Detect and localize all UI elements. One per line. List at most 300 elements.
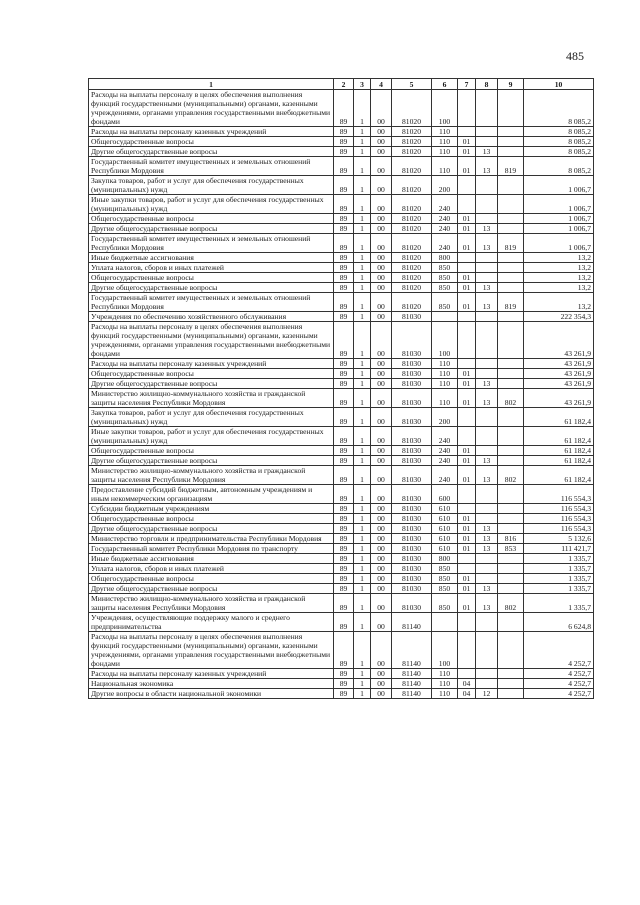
- column-8-cell: [476, 632, 498, 669]
- column-8-cell: [476, 322, 498, 359]
- budget-table-container: [88, 78, 593, 699]
- column-4-cell: 00: [371, 176, 392, 195]
- amount-cell: 8 085,2: [524, 147, 594, 157]
- column-8-cell: [476, 273, 498, 283]
- amount-cell: 4 252,7: [524, 669, 594, 679]
- column-6-cell: 110: [432, 127, 458, 137]
- amount-cell: 1 335,7: [524, 584, 594, 594]
- column-8-cell: 13: [476, 584, 498, 594]
- amount-cell: 4 252,7: [524, 689, 594, 699]
- column-9-cell: [498, 427, 524, 446]
- column-9-cell: [498, 322, 524, 359]
- column-6-cell: 240: [432, 427, 458, 446]
- row-name: Государственный комитет имущественных и земельных отношений Республики Мордовия: [89, 234, 334, 253]
- column-9-cell: [498, 524, 524, 534]
- row-name: Расходы на выплаты персоналу в целях обеспечения выполнения функций государственными (муниципальными) органами, казенными учреждениями, органами управления государственными внебюджетными фондами: [89, 322, 334, 359]
- column-5-cell: 81140: [392, 689, 432, 699]
- column-7-cell: 01: [458, 584, 476, 594]
- row-name: Уплата налогов, сборов и иных платежей: [89, 564, 334, 574]
- column-9-cell: 802: [498, 466, 524, 485]
- table-row: [89, 544, 594, 554]
- column-7-cell: 01: [458, 466, 476, 485]
- column-3-cell: 1: [354, 273, 371, 283]
- column-7-cell: 04: [458, 679, 476, 689]
- column-5-cell: 81030: [392, 514, 432, 524]
- row-name: Общегосударственные вопросы: [89, 514, 334, 524]
- table-row: [89, 534, 594, 544]
- column-3-cell: 1: [354, 594, 371, 613]
- column-8-cell: [476, 574, 498, 584]
- column-4-cell: 00: [371, 90, 392, 127]
- table-row: [89, 613, 594, 632]
- column-3-cell: 1: [354, 283, 371, 293]
- column-6-cell: 610: [432, 524, 458, 534]
- amount-cell: 1 335,7: [524, 564, 594, 574]
- column-4-cell: 00: [371, 689, 392, 699]
- column-7-cell: 01: [458, 283, 476, 293]
- column-3-cell: 1: [354, 369, 371, 379]
- column-3-cell: 1: [354, 359, 371, 369]
- column-2-cell: 89: [334, 369, 354, 379]
- column-8-cell: [476, 679, 498, 689]
- column-2-cell: 89: [334, 427, 354, 446]
- column-9-cell: 853: [498, 544, 524, 554]
- column-8-cell: 13: [476, 534, 498, 544]
- row-name: Общегосударственные вопросы: [89, 369, 334, 379]
- column-9-cell: [498, 283, 524, 293]
- column-8-cell: 13: [476, 524, 498, 534]
- row-name: Уплата налогов, сборов и иных платежей: [89, 263, 334, 273]
- column-8-cell: [476, 554, 498, 564]
- amount-cell: 13,2: [524, 253, 594, 263]
- column-7-cell: 01: [458, 594, 476, 613]
- row-name: Общегосударственные вопросы: [89, 446, 334, 456]
- column-9-cell: [498, 669, 524, 679]
- column-3-cell: 1: [354, 389, 371, 408]
- table-row: [89, 263, 594, 273]
- amount-cell: 1 006,7: [524, 214, 594, 224]
- column-6-cell: 240: [432, 456, 458, 466]
- column-6-cell: 200: [432, 408, 458, 427]
- column-9-cell: [498, 613, 524, 632]
- table-row: [89, 456, 594, 466]
- table-row: [89, 564, 594, 574]
- column-7-cell: [458, 90, 476, 127]
- column-8-cell: [476, 137, 498, 147]
- amount-cell: 116 554,3: [524, 524, 594, 534]
- column-header: 8: [476, 79, 498, 90]
- column-3-cell: 1: [354, 234, 371, 253]
- amount-cell: 8 085,2: [524, 137, 594, 147]
- column-2-cell: 89: [334, 564, 354, 574]
- column-7-cell: 01: [458, 293, 476, 312]
- column-header: 5: [392, 79, 432, 90]
- column-9-cell: 819: [498, 157, 524, 176]
- column-5-cell: 81020: [392, 224, 432, 234]
- column-9-cell: [498, 574, 524, 584]
- table-row: [89, 137, 594, 147]
- amount-cell: 43 261,9: [524, 322, 594, 359]
- column-3-cell: 1: [354, 485, 371, 504]
- column-3-cell: 1: [354, 90, 371, 127]
- column-3-cell: 1: [354, 379, 371, 389]
- column-4-cell: 00: [371, 456, 392, 466]
- column-4-cell: 00: [371, 312, 392, 322]
- table-row: [89, 524, 594, 534]
- row-name: Закупка товаров, работ и услуг для обеспечения государственных (муниципальных) нужд: [89, 408, 334, 427]
- table-row: [89, 679, 594, 689]
- column-3-cell: 1: [354, 427, 371, 446]
- column-3-cell: 1: [354, 446, 371, 456]
- column-2-cell: 89: [334, 127, 354, 137]
- column-8-cell: [476, 263, 498, 273]
- column-8-cell: [476, 253, 498, 263]
- column-3-cell: 1: [354, 574, 371, 584]
- column-8-cell: [476, 514, 498, 524]
- column-2-cell: 89: [334, 90, 354, 127]
- column-2-cell: 89: [334, 689, 354, 699]
- column-9-cell: [498, 137, 524, 147]
- column-3-cell: 1: [354, 544, 371, 554]
- column-7-cell: [458, 669, 476, 679]
- row-name: Другие общегосударственные вопросы: [89, 524, 334, 534]
- column-9-cell: [498, 195, 524, 214]
- column-9-cell: [498, 584, 524, 594]
- column-5-cell: 81020: [392, 157, 432, 176]
- column-6-cell: 850: [432, 564, 458, 574]
- amount-cell: 61 182,4: [524, 427, 594, 446]
- column-4-cell: 00: [371, 224, 392, 234]
- amount-cell: 4 252,7: [524, 632, 594, 669]
- column-7-cell: [458, 322, 476, 359]
- amount-cell: 1 335,7: [524, 574, 594, 584]
- column-2-cell: 89: [334, 389, 354, 408]
- column-3-cell: 1: [354, 584, 371, 594]
- column-6-cell: 240: [432, 466, 458, 485]
- column-2-cell: 89: [334, 253, 354, 263]
- column-8-cell: 13: [476, 389, 498, 408]
- column-5-cell: 81140: [392, 632, 432, 669]
- column-9-cell: [498, 176, 524, 195]
- column-2-cell: 89: [334, 574, 354, 584]
- row-name: Другие общегосударственные вопросы: [89, 283, 334, 293]
- row-name: Общегосударственные вопросы: [89, 137, 334, 147]
- column-4-cell: 00: [371, 283, 392, 293]
- column-5-cell: 81020: [392, 234, 432, 253]
- column-4-cell: 00: [371, 234, 392, 253]
- row-name: Иные закупки товаров, работ и услуг для обеспечения государственных (муниципальных) нужд: [89, 427, 334, 446]
- column-3-cell: 1: [354, 263, 371, 273]
- row-name: Министерство жилищно-коммунального хозяйства и гражданской защиты населения Республики Мордовия: [89, 466, 334, 485]
- column-3-cell: 1: [354, 514, 371, 524]
- column-6-cell: 610: [432, 514, 458, 524]
- table-row: [89, 584, 594, 594]
- column-5-cell: 81030: [392, 574, 432, 584]
- column-8-cell: [476, 564, 498, 574]
- column-2-cell: 89: [334, 263, 354, 273]
- column-2-cell: 89: [334, 147, 354, 157]
- table-row: [89, 466, 594, 485]
- row-name: Министерство торговли и предпринимательства Республики Мордовия: [89, 534, 334, 544]
- column-7-cell: 01: [458, 446, 476, 456]
- column-header: 7: [458, 79, 476, 90]
- column-2-cell: 89: [334, 613, 354, 632]
- column-5-cell: 81030: [392, 389, 432, 408]
- column-2-cell: 89: [334, 679, 354, 689]
- row-name: Общегосударственные вопросы: [89, 574, 334, 584]
- column-2-cell: 89: [334, 544, 354, 554]
- row-name: Учреждения по обеспечению хозяйственного обслуживания: [89, 312, 334, 322]
- column-5-cell: 81020: [392, 127, 432, 137]
- column-7-cell: 01: [458, 456, 476, 466]
- column-3-cell: 1: [354, 253, 371, 263]
- column-8-cell: 13: [476, 466, 498, 485]
- column-3-cell: 1: [354, 137, 371, 147]
- table-row: [89, 322, 594, 359]
- column-3-cell: 1: [354, 534, 371, 544]
- column-2-cell: 89: [334, 273, 354, 283]
- column-7-cell: 01: [458, 379, 476, 389]
- column-9-cell: [498, 214, 524, 224]
- column-5-cell: 81020: [392, 293, 432, 312]
- column-2-cell: 89: [334, 669, 354, 679]
- row-name: Государственный комитет Республики Мордовия по транспорту: [89, 544, 334, 554]
- amount-cell: 13,2: [524, 283, 594, 293]
- row-name: Общегосударственные вопросы: [89, 273, 334, 283]
- column-2-cell: 89: [334, 446, 354, 456]
- amount-cell: 8 085,2: [524, 127, 594, 137]
- table-row: [89, 408, 594, 427]
- column-9-cell: 819: [498, 234, 524, 253]
- column-9-cell: [498, 147, 524, 157]
- column-8-cell: [476, 127, 498, 137]
- column-5-cell: 81020: [392, 176, 432, 195]
- column-7-cell: [458, 408, 476, 427]
- column-4-cell: 00: [371, 544, 392, 554]
- column-7-cell: [458, 564, 476, 574]
- column-8-cell: 13: [476, 594, 498, 613]
- row-name: Расходы на выплаты персоналу в целях обеспечения выполнения функций государственными (муниципальными) органами, казенными учреждениями, органами управления государственными внебюджетными фондами: [89, 90, 334, 127]
- column-4-cell: 00: [371, 263, 392, 273]
- column-5-cell: 81020: [392, 283, 432, 293]
- row-name: Другие вопросы в области национальной экономики: [89, 689, 334, 699]
- column-5-cell: 81030: [392, 534, 432, 544]
- column-3-cell: 1: [354, 689, 371, 699]
- column-8-cell: [476, 369, 498, 379]
- column-8-cell: [476, 427, 498, 446]
- table-row: [89, 273, 594, 283]
- table-row: [89, 90, 594, 127]
- column-8-cell: [476, 446, 498, 456]
- row-name: Расходы на выплаты персоналу казенных учреждений: [89, 669, 334, 679]
- column-4-cell: 00: [371, 504, 392, 514]
- column-6-cell: 110: [432, 157, 458, 176]
- table-row: [89, 195, 594, 214]
- column-4-cell: 00: [371, 466, 392, 485]
- column-5-cell: 81140: [392, 613, 432, 632]
- column-3-cell: 1: [354, 613, 371, 632]
- column-2-cell: 89: [334, 524, 354, 534]
- column-2-cell: 89: [334, 534, 354, 544]
- column-9-cell: [498, 127, 524, 137]
- row-name: Предоставление субсидий бюджетным, автономным учреждениям и иным некоммерческим организациям: [89, 485, 334, 504]
- column-3-cell: 1: [354, 147, 371, 157]
- column-9-cell: [498, 90, 524, 127]
- column-2-cell: 89: [334, 214, 354, 224]
- table-row: [89, 504, 594, 514]
- column-6-cell: 240: [432, 195, 458, 214]
- page-number: 485: [566, 49, 584, 63]
- column-2-cell: 89: [334, 379, 354, 389]
- table-row: [89, 485, 594, 504]
- amount-cell: 13,2: [524, 273, 594, 283]
- row-name: Иные бюджетные ассигнования: [89, 253, 334, 263]
- column-5-cell: 81030: [392, 564, 432, 574]
- column-2-cell: 89: [334, 632, 354, 669]
- column-3-cell: 1: [354, 669, 371, 679]
- amount-cell: 8 085,2: [524, 157, 594, 176]
- table-row: [89, 669, 594, 679]
- column-5-cell: 81030: [392, 312, 432, 322]
- column-6-cell: 110: [432, 359, 458, 369]
- table-row: [89, 574, 594, 584]
- column-6-cell: 110: [432, 679, 458, 689]
- column-8-cell: 13: [476, 234, 498, 253]
- column-4-cell: 00: [371, 214, 392, 224]
- column-8-cell: 13: [476, 379, 498, 389]
- table-header-row: [89, 79, 594, 90]
- column-6-cell: 800: [432, 554, 458, 564]
- row-name: Общегосударственные вопросы: [89, 214, 334, 224]
- column-7-cell: [458, 359, 476, 369]
- column-6-cell: 100: [432, 632, 458, 669]
- column-5-cell: 81030: [392, 456, 432, 466]
- column-8-cell: [476, 485, 498, 504]
- column-2-cell: 89: [334, 176, 354, 195]
- column-9-cell: [498, 312, 524, 322]
- table-row: [89, 234, 594, 253]
- column-7-cell: [458, 427, 476, 446]
- amount-cell: 1 335,7: [524, 594, 594, 613]
- column-3-cell: 1: [354, 322, 371, 359]
- column-7-cell: [458, 263, 476, 273]
- column-4-cell: 00: [371, 137, 392, 147]
- amount-cell: 13,2: [524, 293, 594, 312]
- amount-cell: 43 261,9: [524, 379, 594, 389]
- column-6-cell: 100: [432, 322, 458, 359]
- column-9-cell: [498, 273, 524, 283]
- column-6-cell: 850: [432, 283, 458, 293]
- amount-cell: 1 006,7: [524, 176, 594, 195]
- column-2-cell: 89: [334, 312, 354, 322]
- row-name: Другие общегосударственные вопросы: [89, 224, 334, 234]
- column-6-cell: 110: [432, 137, 458, 147]
- table-row: [89, 293, 594, 312]
- amount-cell: 222 354,3: [524, 312, 594, 322]
- column-3-cell: 1: [354, 504, 371, 514]
- column-7-cell: [458, 312, 476, 322]
- column-5-cell: 81020: [392, 137, 432, 147]
- column-8-cell: 13: [476, 157, 498, 176]
- amount-cell: 111 421,7: [524, 544, 594, 554]
- column-6-cell: 610: [432, 504, 458, 514]
- column-4-cell: 00: [371, 485, 392, 504]
- column-9-cell: [498, 253, 524, 263]
- column-5-cell: 81020: [392, 214, 432, 224]
- column-5-cell: 81020: [392, 263, 432, 273]
- column-3-cell: 1: [354, 157, 371, 176]
- column-4-cell: 00: [371, 574, 392, 584]
- column-6-cell: 110: [432, 689, 458, 699]
- column-6-cell: 110: [432, 669, 458, 679]
- column-9-cell: 802: [498, 389, 524, 408]
- column-3-cell: 1: [354, 564, 371, 574]
- table-row: [89, 514, 594, 524]
- row-name: Иные бюджетные ассигнования: [89, 554, 334, 564]
- column-3-cell: 1: [354, 554, 371, 564]
- row-name: Другие общегосударственные вопросы: [89, 379, 334, 389]
- column-5-cell: 81030: [392, 322, 432, 359]
- amount-cell: 1 006,7: [524, 195, 594, 214]
- table-row: [89, 632, 594, 669]
- column-6-cell: 850: [432, 574, 458, 584]
- column-7-cell: 01: [458, 224, 476, 234]
- column-7-cell: 01: [458, 234, 476, 253]
- column-6-cell: 200: [432, 176, 458, 195]
- table-row: [89, 127, 594, 137]
- column-7-cell: 01: [458, 534, 476, 544]
- amount-cell: 1 006,7: [524, 234, 594, 253]
- column-3-cell: 1: [354, 195, 371, 214]
- column-header: 3: [354, 79, 371, 90]
- column-3-cell: 1: [354, 456, 371, 466]
- row-name: Национальная экономика: [89, 679, 334, 689]
- column-5-cell: 81030: [392, 504, 432, 514]
- column-4-cell: 00: [371, 679, 392, 689]
- column-2-cell: 89: [334, 283, 354, 293]
- column-4-cell: 00: [371, 427, 392, 446]
- column-9-cell: 816: [498, 534, 524, 544]
- column-2-cell: 89: [334, 584, 354, 594]
- column-5-cell: 81030: [392, 466, 432, 485]
- column-9-cell: [498, 679, 524, 689]
- amount-cell: 61 182,4: [524, 408, 594, 427]
- column-7-cell: 01: [458, 157, 476, 176]
- column-6-cell: 610: [432, 534, 458, 544]
- column-4-cell: 00: [371, 379, 392, 389]
- table-row: [89, 359, 594, 369]
- column-8-cell: 13: [476, 456, 498, 466]
- column-6-cell: 240: [432, 446, 458, 456]
- column-9-cell: 802: [498, 594, 524, 613]
- column-6-cell: 850: [432, 263, 458, 273]
- table-row: [89, 224, 594, 234]
- column-7-cell: 01: [458, 514, 476, 524]
- column-2-cell: 89: [334, 504, 354, 514]
- column-4-cell: 00: [371, 534, 392, 544]
- column-header: 9: [498, 79, 524, 90]
- column-9-cell: [498, 456, 524, 466]
- column-6-cell: 100: [432, 90, 458, 127]
- column-4-cell: 00: [371, 632, 392, 669]
- column-6-cell: 110: [432, 379, 458, 389]
- amount-cell: 43 261,9: [524, 369, 594, 379]
- column-7-cell: [458, 504, 476, 514]
- column-7-cell: [458, 253, 476, 263]
- column-4-cell: 00: [371, 554, 392, 564]
- column-5-cell: 81030: [392, 427, 432, 446]
- row-name: Министерство жилищно-коммунального хозяйства и гражданской защиты населения Республики Мордовия: [89, 594, 334, 613]
